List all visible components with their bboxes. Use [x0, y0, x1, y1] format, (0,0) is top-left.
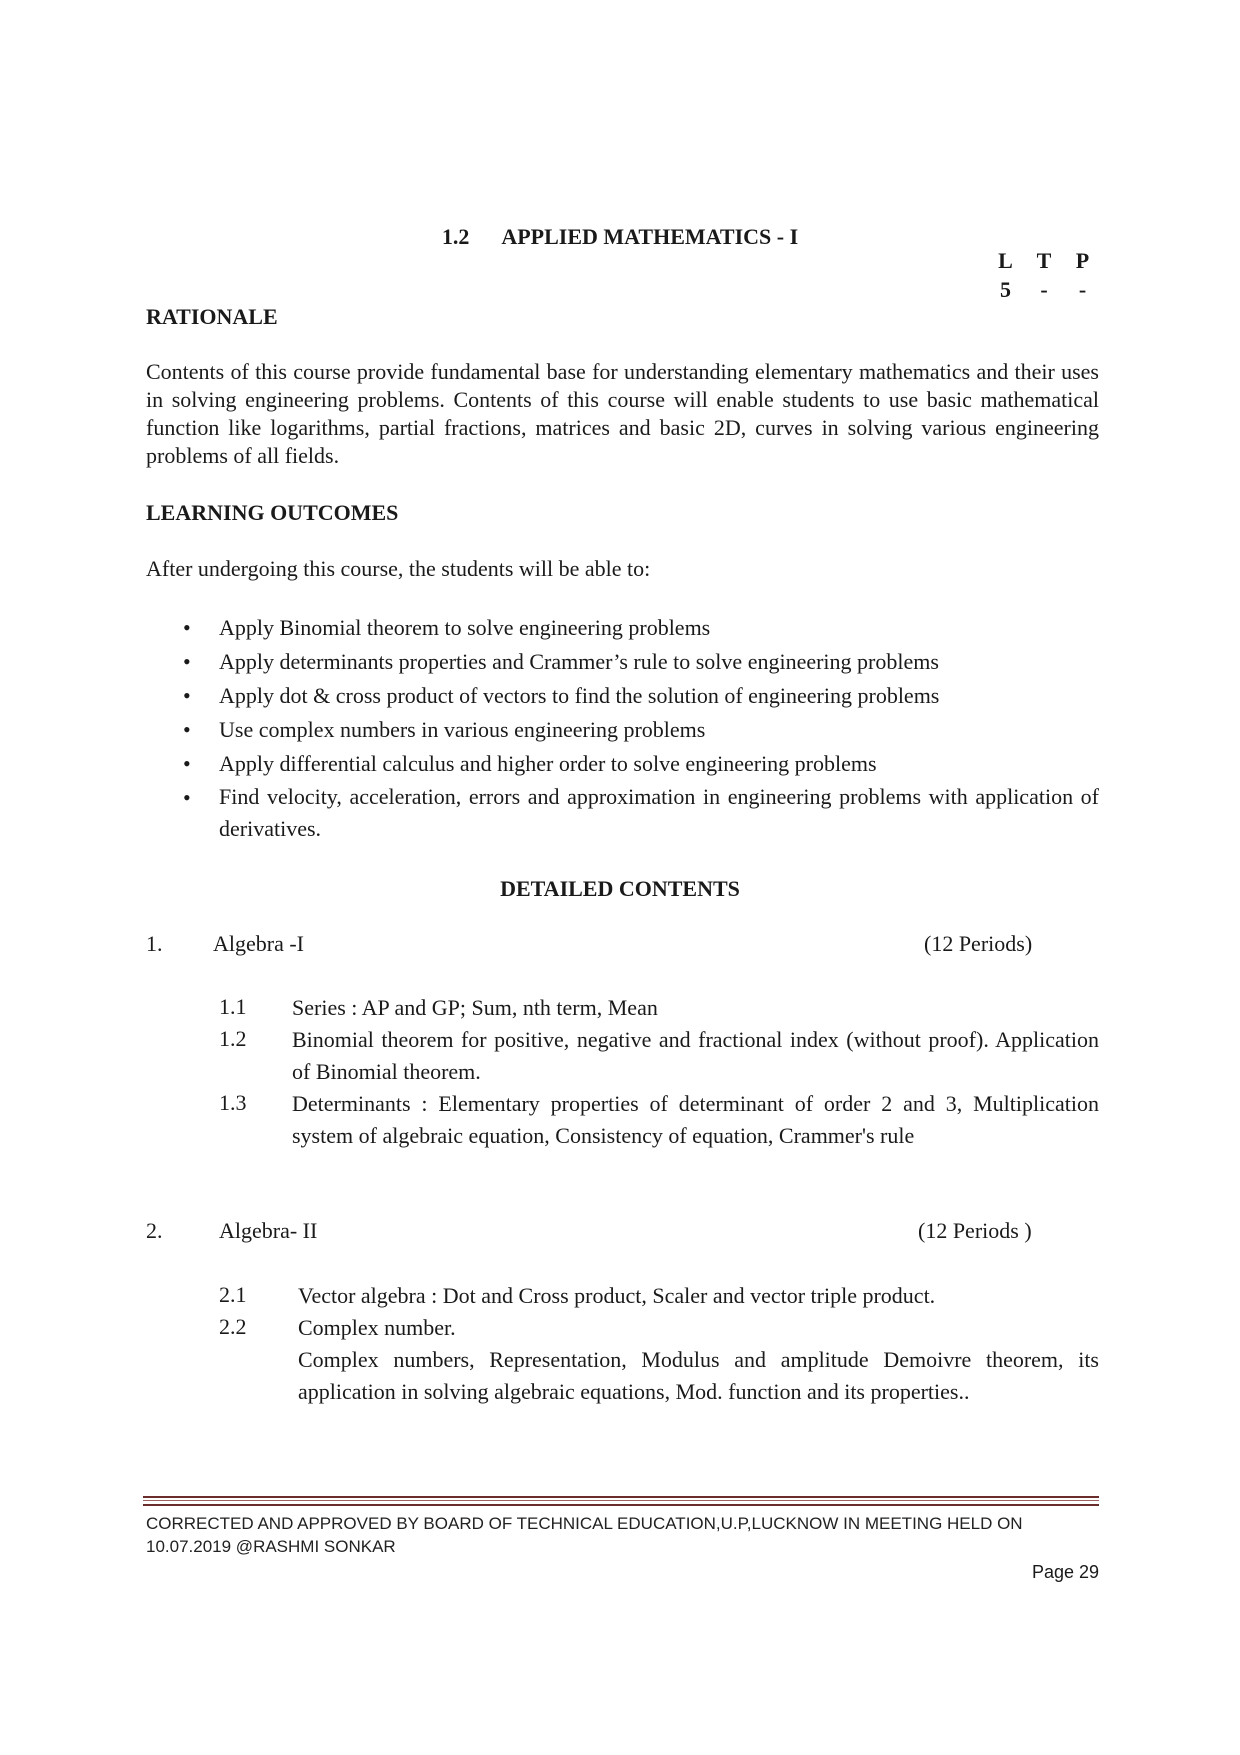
learning-outcomes-intro: After undergoing this course, the students will be able to:	[146, 556, 651, 581]
list-item: • Apply determinants properties and Crammer’s rule to solve engineering problems	[183, 645, 1099, 679]
ltp-value-l: 5	[1000, 277, 1011, 302]
subsection-text: Vector algebra : Dot and Cross product, Scaler and vector triple product.	[298, 1283, 936, 1308]
footer-divider	[143, 1496, 1099, 1506]
ltp-table	[989, 246, 1099, 304]
subsection-1-1	[219, 992, 1099, 1024]
ltp-label-t: T	[1036, 248, 1052, 273]
footer-line-2: 10.07.2019 @RASHMI SONKAR	[146, 1537, 396, 1556]
bullet-icon: •	[183, 785, 191, 810]
detailed-contents-heading: DETAILED CONTENTS	[500, 876, 740, 901]
bullet-icon: •	[183, 751, 191, 776]
subsection-text: Complex number.	[298, 1315, 456, 1340]
learning-outcomes-heading: LEARNING OUTCOMES	[146, 500, 399, 525]
section-1-header	[146, 929, 1099, 958]
ltp-value-t: -	[1040, 277, 1048, 302]
bullet-icon: •	[183, 717, 191, 742]
footer-line-1: CORRECTED AND APPROVED BY BOARD OF TECHNICAL EDUCATION,U.P,LUCKNOW IN MEETING HELD ON	[146, 1514, 1023, 1533]
list-item: • Find velocity, acceleration, errors and approximation in engineering problems with application of derivatives.	[183, 781, 1099, 845]
list-item: • Apply differential calculus and higher order to solve engineering problems	[183, 747, 1099, 781]
section-periods: (12 Periods )	[918, 1218, 1032, 1243]
subsection-text: Determinants : Elementary properties of determinant of order 2 and 3, Multiplication system of algebraic equation, Consistency of equation, Crammer's rule	[292, 1091, 1099, 1148]
section-number: 2.	[146, 1218, 163, 1243]
subsection-2-2	[219, 1312, 1099, 1344]
course-number: 1.2	[441, 224, 470, 249]
subsection-number: 2.2	[219, 1314, 247, 1339]
page-number: Page 29	[1031, 1562, 1099, 1582]
subsection-number: 1.1	[219, 994, 247, 1019]
learning-outcomes-list	[183, 611, 1099, 845]
list-item: • Use complex numbers in various engineering problems	[183, 713, 1099, 747]
bullet-icon: •	[183, 683, 191, 708]
subsection-number: 1.2	[219, 1026, 247, 1051]
ltp-value-p: -	[1078, 277, 1087, 302]
ltp-label-l: L	[998, 248, 1013, 273]
section-periods: (12 Periods)	[924, 931, 1033, 956]
subsection-text: Series : AP and GP; Sum, nth term, Mean	[292, 995, 658, 1020]
section-title: Algebra- II	[219, 1218, 318, 1243]
subsection-2-2-details: Complex numbers, Representation, Modulus and amplitude Demoivre theorem, its application in solving algebraic equations, Mod. function and its properties..	[298, 1347, 1099, 1404]
ltp-label-p: P	[1075, 248, 1090, 273]
subsection-text: Binomial theorem for positive, negative and fractional index (without proof). Application of Binomial theorem.	[292, 1027, 1099, 1084]
course-title: APPLIED MATHEMATICS - I	[501, 224, 799, 249]
subsection-1-2	[219, 1024, 1099, 1088]
subsection-2-1	[219, 1280, 1099, 1312]
ltp-labels	[989, 246, 1099, 275]
subsection-1-3	[219, 1088, 1099, 1184]
list-item: • Apply Binomial theorem to solve engineering problems	[183, 611, 1099, 645]
list-item: • Apply dot & cross product of vectors to find the solution of engineering problems	[183, 679, 1099, 713]
section-number: 1.	[146, 931, 163, 956]
section-title: Algebra -I	[213, 931, 305, 956]
subsection-number: 2.1	[219, 1282, 247, 1307]
ltp-values	[989, 275, 1099, 304]
bullet-icon: •	[183, 649, 191, 674]
rationale-heading: RATIONALE	[146, 304, 278, 329]
subsection-number: 1.3	[219, 1090, 247, 1115]
footer-text	[146, 1512, 1099, 1558]
section-2-header	[146, 1216, 1099, 1245]
rationale-text: Contents of this course provide fundamental base for understanding elementary mathematics and their uses in solving engineering problems. Contents of this course will enable students to use basic mathematical function like logarithms, partial fractions, matrices and basic 2D, curves in solving various engineering problems of all fields.	[146, 359, 1099, 468]
bullet-icon: •	[183, 615, 191, 640]
